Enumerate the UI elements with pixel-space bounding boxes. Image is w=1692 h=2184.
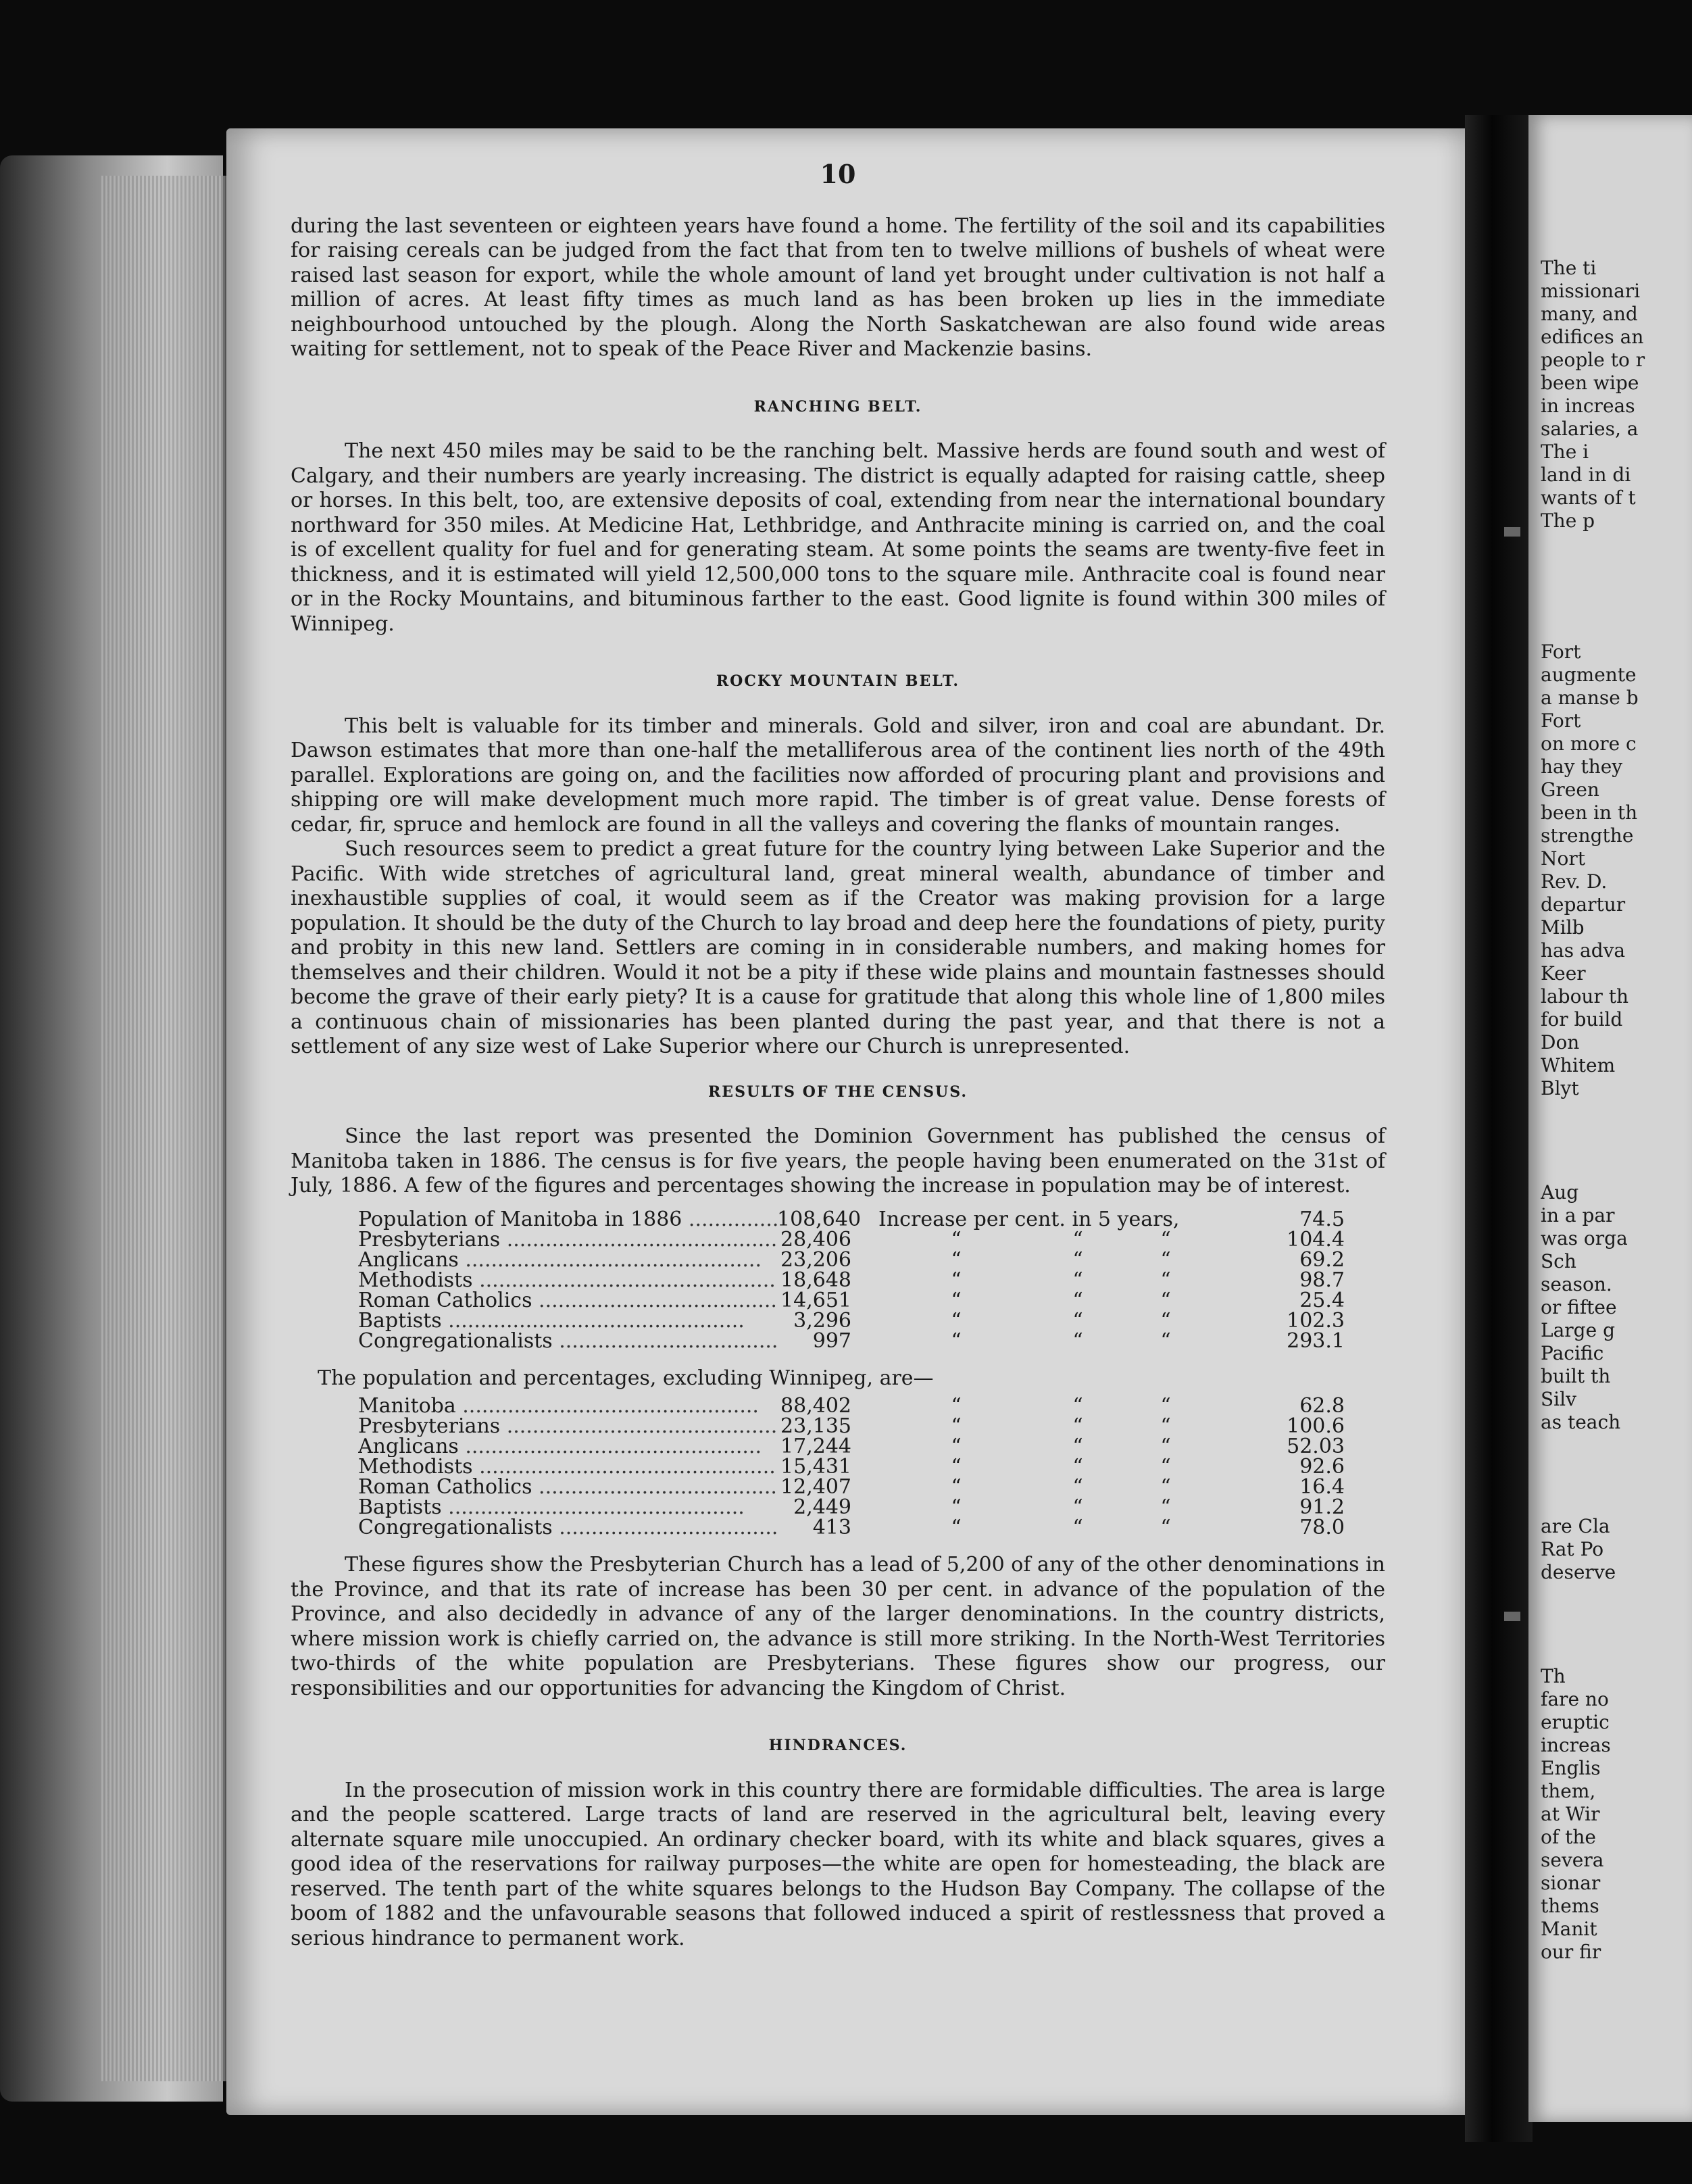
- facing-line: labour th: [1541, 985, 1629, 1008]
- binding-stitch: [1504, 527, 1520, 537]
- ditto: “: [951, 1394, 962, 1418]
- row-label: Methodists .....: [358, 1270, 777, 1291]
- facing-line: departur: [1541, 893, 1626, 916]
- facing-line: Large g: [1541, 1319, 1615, 1341]
- facing-line: hay they: [1541, 755, 1623, 778]
- row-percent: 52.03: [1287, 1435, 1345, 1458]
- row-count: 28,406: [780, 1227, 851, 1251]
- facing-line: Th: [1541, 1665, 1566, 1687]
- ditto: “: [1160, 1288, 1171, 1312]
- facing-line: Whitem: [1541, 1054, 1616, 1076]
- ditto: “: [951, 1268, 962, 1292]
- facing-line: thems: [1541, 1895, 1599, 1917]
- row-percent: 74.5: [1299, 1207, 1345, 1231]
- ditto: “: [1160, 1268, 1171, 1292]
- facing-gap: [1541, 1100, 1692, 1181]
- facing-line: Manit: [1541, 1918, 1597, 1940]
- ditto: “: [1160, 1329, 1171, 1353]
- ditto-marks: [851, 1416, 1257, 1437]
- row-label: Presbyterians .....: [358, 1230, 777, 1250]
- ditto: “: [1160, 1435, 1171, 1458]
- ditto-marks: [851, 1331, 1257, 1351]
- row-percent: 98.7: [1299, 1268, 1345, 1292]
- facing-line: Nort: [1541, 847, 1585, 870]
- census-heading: RESULTS OF THE CENSUS.: [708, 1083, 968, 1101]
- binding-stitch: [1504, 1612, 1520, 1621]
- table-row: [358, 1288, 1345, 1312]
- facing-line: season.: [1541, 1273, 1612, 1295]
- table-row: [358, 1270, 1345, 1291]
- row-percent: 104.4: [1287, 1227, 1345, 1251]
- ditto: “: [951, 1288, 962, 1312]
- ditto: “: [951, 1475, 962, 1499]
- row-label: Roman Catholics .....: [358, 1291, 777, 1311]
- facing-line: on more c: [1541, 733, 1637, 755]
- row-percent: 78.0: [1299, 1516, 1345, 1539]
- facing-line: Rat Po: [1541, 1538, 1604, 1560]
- facing-line: Green: [1541, 778, 1599, 801]
- ditto: “: [1160, 1414, 1171, 1438]
- hindrances-paragraph: In the prosecution of mission work in this country there are formidable difficulties. The area is large and the people scattered. Large tracts of land are reserved in the agricultural belt, leaving every alternate square mile unoccupied. An ordinary checker board, with its white and black squares, gives a good idea of the reservations for railway purposes—the white are open for homesteading, the black are reserved. The tenth part of the white squares belongs to the Hudson Bay Company. The collapse of the boom of 1882 and the unfavourable seasons that followed induced a spirit of restlessness that proved a serious hindrance to permanent work.: [291, 1778, 1385, 1950]
- ditto: “: [951, 1435, 962, 1458]
- row-count: 997: [812, 1329, 851, 1353]
- row-percent: 293.1: [1287, 1329, 1345, 1353]
- table-row: [358, 1497, 1345, 1518]
- ditto: “: [1072, 1227, 1083, 1251]
- ditto-marks: [851, 1396, 1257, 1416]
- intro-paragraph: during the last seventeen or eighteen years have found a home. The fertility of the soil and its capabilities for raising cereals can be judged from the fact that from ten to twelve millions of bushels of wheat were raised last season for export, while the whole amount of land yet brought under cultivation is not half a million of acres. At least fifty times as much land as has been broken up lies in the immediate neighbourhood untouched by the plough. Along the North Saskatchewan are also found wide areas waiting for settlement, not to speak of the Peace River and Mackenzie basins.: [291, 214, 1385, 361]
- ditto: “: [1160, 1227, 1171, 1251]
- ditto-marks: [851, 1227, 1257, 1251]
- facing-line: The p: [1541, 510, 1595, 532]
- row-percent: 92.6: [1299, 1455, 1345, 1479]
- ditto: “: [1072, 1475, 1083, 1499]
- facing-gap: [1541, 1584, 1692, 1665]
- rocky-paragraph-2: Such resources seem to predict a great future for the country lying between Lake Superior and the Pacific. With wide stretches of agricultural land, great mineral wealth, abundance of timber and inexhaustible supplies of coal, it would seem as if the Creator was making provision for a large population. It should be the duty of the Church to lay broad and deep here the foundations of piety, purity and probity in this new land. Settlers are coming in in considerable numbers, and making homes for themselves and their children. Would it not be a pity if these wide plains and mountain fastnesses should become the grave of their early piety? It is a cause for gratitude that along this whole line of 1,800 miles a continuous chain of missionaries has been planted during the past year, and that there is not a settlement of any size west of Lake Superior where our Church is unrepresented.: [291, 837, 1385, 1058]
- facing-line: in increas: [1541, 395, 1635, 417]
- row-count: 3,296: [793, 1308, 851, 1333]
- ditto: “: [1072, 1247, 1083, 1272]
- ditto: “: [1072, 1414, 1083, 1438]
- facing-gap: [1541, 532, 1692, 641]
- facing-line: Milb: [1541, 916, 1585, 939]
- facing-line: at Wir: [1541, 1803, 1600, 1825]
- row-count: 23,206: [780, 1247, 851, 1272]
- ditto: “: [1072, 1394, 1083, 1418]
- facing-line: wants of t: [1541, 487, 1636, 509]
- facing-line: The i: [1541, 441, 1589, 463]
- row-label: Manitoba .....: [358, 1396, 777, 1416]
- row-percent: 100.6: [1287, 1414, 1345, 1438]
- table-row: [358, 1518, 1345, 1538]
- row-count: 108,640: [777, 1207, 862, 1231]
- census-table-2: [358, 1396, 1345, 1538]
- book-gutter: [1465, 115, 1533, 2142]
- ditto: “: [1160, 1308, 1171, 1333]
- row-label: Congregationalists .....: [358, 1331, 777, 1351]
- rocky-mountain-heading: ROCKY MOUNTAIN BELT.: [716, 672, 960, 690]
- row-percent: 25.4: [1299, 1288, 1345, 1312]
- facing-line: salaries, a: [1541, 418, 1639, 440]
- facing-line: a manse b: [1541, 687, 1639, 709]
- excluding-winnipeg-intro: The population and percentages, excluding Winnipeg, are—: [318, 1366, 934, 1390]
- row-percent: 62.8: [1299, 1394, 1345, 1418]
- facing-line: in a par: [1541, 1204, 1615, 1226]
- facing-line: increas: [1541, 1734, 1611, 1756]
- facing-line: or fiftee: [1541, 1296, 1617, 1318]
- row-count: 12,407: [780, 1475, 851, 1499]
- row-percent: 91.2: [1299, 1495, 1345, 1519]
- facing-line: Englis: [1541, 1757, 1601, 1779]
- ditto-marks: [851, 1270, 1257, 1291]
- page-content: [291, 159, 1385, 1951]
- ditto: “: [1160, 1475, 1171, 1499]
- facing-line: been in th: [1541, 801, 1638, 824]
- table-row: [358, 1207, 1345, 1231]
- table-row: [358, 1331, 1345, 1351]
- facing-line: eruptic: [1541, 1711, 1610, 1733]
- ditto: “: [1160, 1394, 1171, 1418]
- row-label: Anglicans .....: [358, 1250, 777, 1270]
- row-count: 2,449: [793, 1495, 851, 1519]
- row-count: 17,244: [780, 1435, 851, 1458]
- facing-line: of the: [1541, 1826, 1596, 1848]
- ditto: “: [1072, 1435, 1083, 1458]
- table-row: [358, 1308, 1345, 1333]
- row-count: 15,431: [780, 1455, 851, 1479]
- ranching-heading: RANCHING BELT.: [753, 397, 922, 416]
- facing-page-text: [1541, 257, 1692, 1964]
- facing-line: Rev. D.: [1541, 870, 1608, 893]
- facing-line: Keer: [1541, 962, 1586, 985]
- ditto-marks: [851, 1308, 1257, 1333]
- facing-line: fare no: [1541, 1688, 1609, 1710]
- facing-line: many, and: [1541, 303, 1638, 325]
- ditto: “: [1072, 1516, 1083, 1539]
- ditto: “: [1072, 1455, 1083, 1479]
- ditto: “: [951, 1329, 962, 1353]
- ditto: “: [951, 1495, 962, 1519]
- facing-line: strengthe: [1541, 824, 1634, 847]
- facing-line: people to r: [1541, 349, 1645, 371]
- page-number: 10: [820, 159, 856, 189]
- facing-line: augmente: [1541, 664, 1637, 686]
- facing-line: Pacific: [1541, 1342, 1604, 1364]
- row-label: Anglicans .....: [358, 1437, 777, 1457]
- facing-line: has adva: [1541, 939, 1626, 962]
- ditto: “: [951, 1455, 962, 1479]
- row-label: Congregationalists .....: [358, 1518, 777, 1538]
- row-count: 413: [812, 1516, 851, 1539]
- ranching-paragraph: The next 450 miles may be said to be the ranching belt. Massive herds are found south and west of Calgary, and their numbers are yearly increasing. The district is equally adapted for raising cattle, sheep or horses. In this belt, too, are extensive deposits of coal, extending from near the international boundary northward for 350 miles. At Medicine Hat, Lethbridge, and Anthracite mining is carried on, and the coal is of excellent quality for fuel and for generating steam. At some points the seams are twenty-five feet in thickness, and it is estimated will yield 12,500,000 tons to the square mile. Anthracite coal is found near or in the Rocky Mountains, and bituminous farther to the east. Good lignite is found within 300 miles of Winnipeg.: [291, 439, 1385, 636]
- row-label: Roman Catholics .....: [358, 1477, 777, 1497]
- ditto: “: [1072, 1308, 1083, 1333]
- facing-line: been wipe: [1541, 372, 1639, 394]
- facing-line: Blyt: [1541, 1077, 1579, 1099]
- facing-line: Fort: [1541, 641, 1581, 663]
- facing-line: as teach: [1541, 1411, 1621, 1433]
- ditto-marks: [851, 1518, 1257, 1538]
- row-label: Methodists .....: [358, 1457, 777, 1477]
- facing-line: for build: [1541, 1008, 1623, 1031]
- facing-line: deserve: [1541, 1561, 1616, 1583]
- facing-line: was orga: [1541, 1227, 1628, 1249]
- facing-line: Silv: [1541, 1388, 1576, 1410]
- rocky-paragraph-1: This belt is valuable for its timber and minerals. Gold and silver, iron and coal are abundant. Dr. Dawson estimates that more than one-half the metalliferous area of the continent lies north of the 49th parallel. Explorations are going on, and the facilities now afforded of procuring plant and provisions and shipping ore will make development much more rapid. The timber is of great value. Dense forests of cedar, fir, spruce and hemlock are found in all the valleys and covering the flanks of mountain ranges.: [291, 714, 1385, 837]
- ditto: “: [951, 1414, 962, 1438]
- facing-line: edifices an: [1541, 326, 1644, 348]
- ditto: “: [1160, 1247, 1171, 1272]
- ditto: “: [1072, 1329, 1083, 1353]
- facing-line: Don: [1541, 1031, 1580, 1053]
- facing-line: The ti: [1541, 257, 1597, 279]
- row-count: 88,402: [780, 1394, 851, 1418]
- facing-line: our fir: [1541, 1941, 1601, 1963]
- ditto: “: [951, 1308, 962, 1333]
- ditto: “: [951, 1227, 962, 1251]
- facing-line: missionari: [1541, 280, 1641, 302]
- ditto: “: [951, 1516, 962, 1539]
- facing-line: sionar: [1541, 1872, 1601, 1894]
- facing-line: severa: [1541, 1849, 1604, 1871]
- row-percent: 69.2: [1299, 1247, 1345, 1272]
- facing-gap: [1541, 1434, 1692, 1515]
- ditto-marks: [851, 1437, 1257, 1457]
- ditto: “: [1072, 1288, 1083, 1312]
- ditto-marks: [851, 1288, 1257, 1312]
- ditto-marks: [851, 1457, 1257, 1477]
- ditto-marks: [851, 1497, 1257, 1518]
- facing-line: Aug: [1541, 1181, 1579, 1203]
- row-percent: 102.3: [1287, 1308, 1345, 1333]
- census-conclusion: These figures show the Presbyterian Church has a lead of 5,200 of any of the other denominations in the Province, and that its rate of increase has been 30 per cent. in advance of the population of the Province, and also decidedly in advance of any of the larger denominations. In the country districts, where mission work is chiefly carried on, the advance is still more striking. In the North-West Territories two-thirds of the white population are Presbyterians. These figures show our progress, our responsibilities and our opportunities for advancing the Kingdom of Christ.: [291, 1553, 1385, 1700]
- facing-line: Fort: [1541, 710, 1581, 732]
- table-row: [358, 1227, 1345, 1251]
- facing-line: them,: [1541, 1780, 1596, 1802]
- census-table-1: [358, 1207, 1345, 1353]
- census-intro: Since the last report was presented the Dominion Government has published the census of Manitoba taken in 1886. The census is for five years, the people having been enumerated on the 31st of July, 1886. A few of the figures and percentages showing the increase in population may be of interest.: [291, 1124, 1385, 1197]
- ditto: “: [951, 1247, 962, 1272]
- facing-line: Sch: [1541, 1250, 1576, 1272]
- hindrances-heading: HINDRANCES.: [768, 1737, 907, 1754]
- ditto-marks: [851, 1477, 1257, 1497]
- table-row: [358, 1437, 1345, 1457]
- ditto: “: [1072, 1495, 1083, 1519]
- increase-label: Increase per cent. in 5 years,: [878, 1207, 1180, 1231]
- ditto: “: [1160, 1516, 1171, 1539]
- book-page-edge-lines: [101, 176, 230, 2081]
- row-count: 18,648: [780, 1268, 851, 1292]
- facing-line: built th: [1541, 1365, 1611, 1387]
- row-count: 14,651: [780, 1288, 851, 1312]
- row-percent: 16.4: [1299, 1475, 1345, 1499]
- table-row: [358, 1477, 1345, 1497]
- table-row: [358, 1457, 1345, 1477]
- facing-line: are Cla: [1541, 1515, 1610, 1537]
- facing-line: land in di: [1541, 464, 1631, 486]
- table-row: [358, 1247, 1345, 1272]
- ditto: “: [1072, 1268, 1083, 1292]
- row-label: Presbyterians .....: [358, 1416, 777, 1437]
- row-label: Population of Manitoba in 1886 .....: [358, 1210, 777, 1230]
- row-count: 23,135: [780, 1414, 851, 1438]
- table-row: [358, 1396, 1345, 1416]
- ditto-marks: [851, 1247, 1257, 1272]
- row-label: Baptists .....: [358, 1311, 777, 1331]
- ditto: “: [1160, 1455, 1171, 1479]
- row-label: Baptists .....: [358, 1497, 777, 1518]
- ditto: “: [1160, 1495, 1171, 1519]
- table-row: [358, 1416, 1345, 1437]
